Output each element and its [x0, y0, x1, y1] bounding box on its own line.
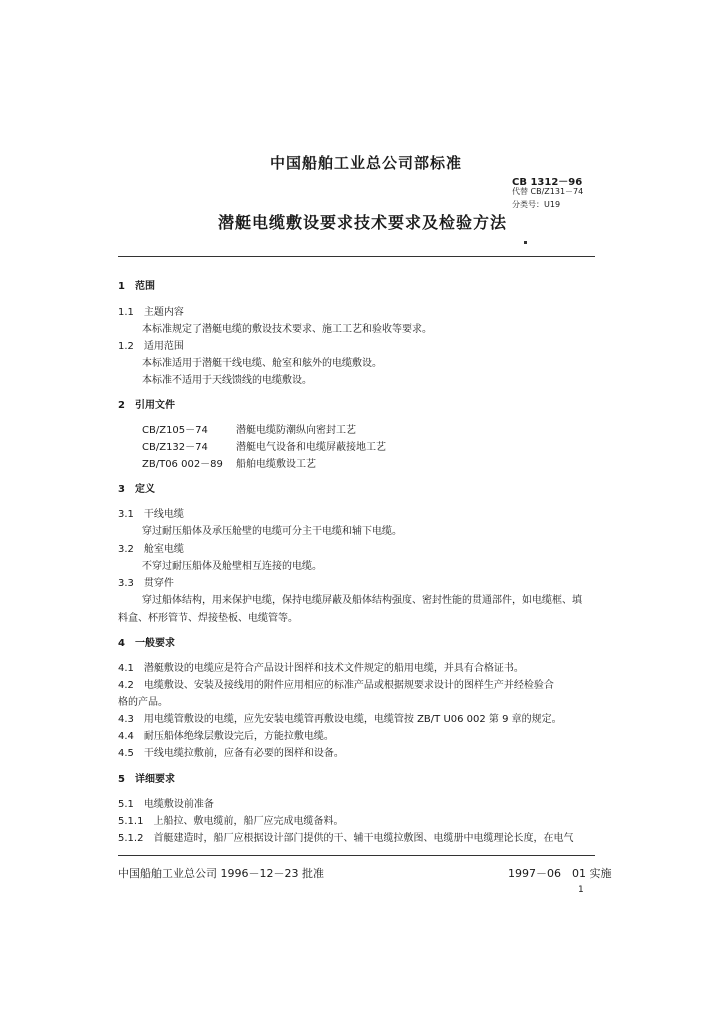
section-4-5-text: 4.5 干线电缆拉敷前，应备有必要的图样和设备。: [118, 748, 344, 759]
section-5-1-2-text: 5.1.2 首艇建造时，船厂应根据设计部门提供的干、辅干电缆拉敷图、电缆册中电缆理论长度，在电气: [118, 833, 574, 844]
reference-title: 潜艇电气设备和电缆屏蔽接地工艺: [236, 442, 386, 453]
replaces-code: 代替 CB/Z131－74: [512, 187, 584, 196]
section-4-3-text: 4.3 用电缆管敷设的电缆，应先安装电缆管再敷设电缆，电缆管按 ZB/T U06 002 第 9 章的规定。: [118, 714, 562, 725]
section-1-2-text: 本标准不适用于天线馈线的电缆敷设。: [142, 375, 312, 386]
document-title: 潜艇电缆敷设要求技术要求及检验方法: [218, 213, 508, 232]
section-4-2-text: 4.2 电缆敷设、安装及接线用的附件应用相应的标准产品或根据规要求设计的图样生产并经检验合: [118, 680, 554, 691]
section-4-4-text: 4.4 耐压船体绝缘层敷设完后，方能拉敷电缆。: [118, 731, 334, 742]
section-1-1-heading: 1.1 主题内容: [118, 307, 184, 318]
section-5-heading: 5 详细要求: [118, 774, 175, 785]
reference-code: CB/Z105－74: [142, 425, 208, 436]
reference-title: 船舶电缆敷设工艺: [236, 459, 316, 470]
page-number: 1: [578, 885, 584, 895]
section-3-heading: 3 定义: [118, 484, 155, 495]
section-3-2-text: 不穿过耐压船体及舱壁相互连接的电缆。: [142, 561, 322, 572]
dot-mark: [524, 241, 527, 244]
section-2-heading: 2 引用文件: [118, 400, 175, 411]
section-3-2-heading: 3.2 舱室电缆: [118, 544, 184, 555]
section-4-heading: 4 一般要求: [118, 638, 175, 649]
approval-line: 中国船舶工业总公司 1996－12－23 批准: [118, 867, 324, 880]
reference-title: 潜艇电缆防潮纵向密封工艺: [236, 425, 356, 436]
reference-code: ZB/T06 002－89: [142, 459, 223, 470]
section-3-1-heading: 3.1 干线电缆: [118, 509, 184, 520]
section-3-3-text: 料盒、杯形管节、焊接垫板、电缆管等。: [118, 613, 298, 624]
standard-code: CB 1312－96: [512, 177, 583, 188]
classification-number: 分类号：U19: [512, 200, 561, 209]
section-1-heading: 1 范围: [118, 281, 155, 292]
section-1-2-text: 本标准适用于潜艇干线电缆、舱室和舷外的电缆敷设。: [142, 358, 382, 369]
reference-code: CB/Z132－74: [142, 442, 208, 453]
section-3-3-heading: 3.3 贯穿件: [118, 578, 174, 589]
section-1-2-heading: 1.2 适用范围: [118, 341, 184, 352]
section-4-1-text: 4.1 潜艇敷设的电缆应是符合产品设计图样和技术文件规定的船用电缆，并具有合格证书。: [118, 663, 524, 674]
footer-divider: [118, 855, 595, 856]
header-divider: [118, 256, 595, 257]
effective-date: 1997－06 01 实施: [508, 867, 612, 880]
section-5-1-heading: 5.1 电缆敷设前准备: [118, 799, 214, 810]
section-3-3-text: 穿过船体结构，用来保护电缆，保持电缆屏蔽及船体结构强度、密封性能的贯通部件，如电缆框、填: [142, 595, 582, 606]
section-3-1-text: 穿过耐压船体及承压舱壁的电缆可分主干电缆和辅下电缆。: [142, 526, 402, 537]
section-4-2-text: 格的产品。: [118, 697, 168, 708]
org-title: 中国船舶工业总公司部标准: [270, 154, 463, 172]
section-1-1-text: 本标准规定了潜艇电缆的敷设技术要求、施工工艺和验收等要求。: [142, 324, 432, 335]
section-5-1-1-text: 5.1.1 上船拉、敷电缆前，船厂应完成电缆备料。: [118, 816, 344, 827]
